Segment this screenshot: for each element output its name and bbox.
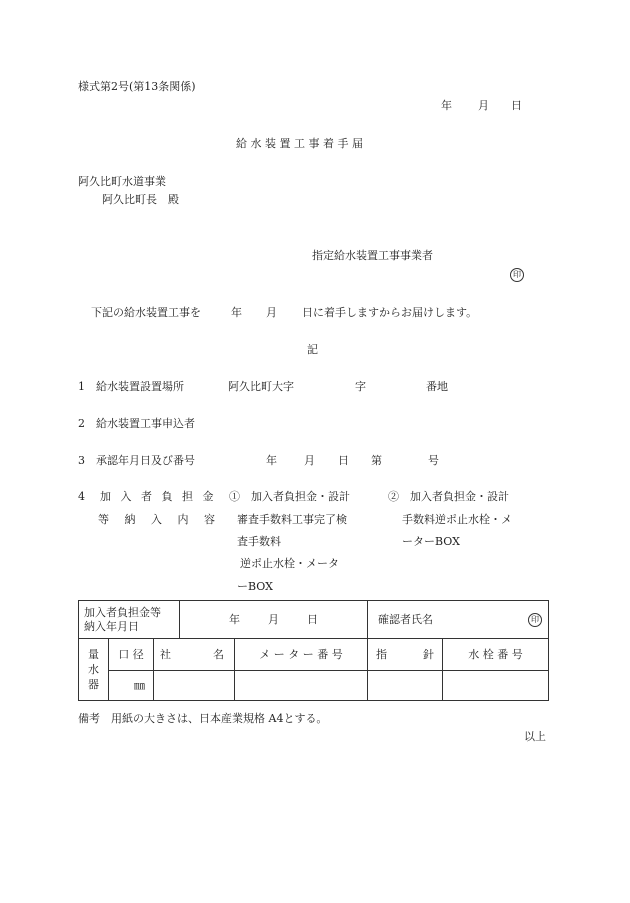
meter-value-row bbox=[79, 671, 549, 701]
ki-heading: 記 bbox=[307, 343, 318, 356]
col-meter-number-header: メ ー タ ー 番 号 bbox=[235, 639, 368, 671]
item3-label: 承認年月日及び番号 bbox=[96, 454, 195, 467]
date-month-label: 月 bbox=[478, 99, 489, 112]
item4-option1-line1: ① 加入者負担金・設計 bbox=[229, 490, 350, 503]
form-number: 様式第2号(第13条関係) bbox=[78, 80, 196, 93]
meter-header-row bbox=[79, 639, 549, 671]
footer-end: 以上 bbox=[524, 730, 546, 743]
footer-note: 備考 用紙の大きさは、日本産業規格 A4とする。 bbox=[78, 712, 328, 725]
item1-banchi: 番地 bbox=[426, 380, 448, 393]
col-diameter-header: 口 径 bbox=[109, 639, 154, 671]
statement-suffix: 日に着手しますからお届けします。 bbox=[302, 306, 478, 319]
statement-year: 年 bbox=[231, 306, 242, 319]
statement-month: 月 bbox=[266, 306, 277, 319]
addressee-organization: 阿久比町水道事業 bbox=[78, 175, 166, 188]
col-company-right: 名 bbox=[213, 648, 225, 661]
date-day-label: 日 bbox=[511, 99, 522, 112]
col-hydrant-number-header: 水 栓 番 号 bbox=[443, 639, 549, 671]
item4-option1-line3: 査手数料 bbox=[237, 535, 281, 548]
document-title: 給 水 装 置 工 事 着 手 届 bbox=[236, 137, 363, 150]
item4-label-line1: 加 入 者 負 担 金 bbox=[100, 490, 217, 503]
payment-date-cell bbox=[180, 601, 368, 639]
payment-label-line1: 加入者負担金等 bbox=[84, 605, 161, 619]
item3-month: 月 bbox=[304, 454, 315, 467]
addressee-recipient: 阿久比町長 殿 bbox=[102, 193, 179, 206]
payment-label-cell bbox=[79, 601, 180, 639]
col-reading-left: 指 bbox=[376, 648, 388, 661]
item4-option1-line4: 逆ポ止水栓・メータ bbox=[240, 557, 339, 570]
item3-number: 3 bbox=[78, 454, 85, 467]
item4-option2-line2: 手数料逆ポ止水栓・メ bbox=[402, 513, 512, 526]
col-company-header bbox=[154, 639, 235, 671]
payment-row bbox=[79, 601, 549, 639]
payment-date-year: 年 bbox=[229, 613, 241, 626]
meter-number-value-cell bbox=[235, 671, 368, 701]
diameter-value-cell bbox=[109, 671, 154, 701]
payment-label-line2: 納入年月日 bbox=[84, 619, 139, 633]
payment-date-month: 月 bbox=[268, 613, 280, 626]
item2-number: 2 bbox=[78, 417, 85, 430]
applicant-seal bbox=[510, 268, 524, 282]
meter-side-label bbox=[79, 639, 109, 701]
item3-day: 日 bbox=[338, 454, 349, 467]
item4-number: 4 bbox=[78, 490, 85, 503]
item3-dai: 第 bbox=[371, 454, 382, 467]
item2-label: 給水装置工事申込者 bbox=[96, 417, 195, 430]
meter-label-line2: 水 bbox=[88, 663, 99, 676]
hydrant-number-value-cell bbox=[443, 671, 549, 701]
confirmer-cell bbox=[368, 601, 549, 639]
item1-number: 1 bbox=[78, 380, 85, 393]
reading-value-cell bbox=[368, 671, 443, 701]
item1-town: 阿久比町大字 bbox=[228, 380, 294, 393]
item1-label: 給水装置設置場所 bbox=[96, 380, 184, 393]
item1-aza: 字 bbox=[355, 380, 366, 393]
item4-option1-line2: 審査手数料工事完了検 bbox=[237, 513, 347, 526]
payment-date-day: 日 bbox=[307, 613, 319, 626]
company-value-cell bbox=[154, 671, 235, 701]
item3-go: 号 bbox=[428, 454, 439, 467]
col-reading-right: 針 bbox=[423, 648, 435, 661]
date-year-label: 年 bbox=[441, 99, 452, 112]
item4-option2-line1: ② 加入者負担金・設計 bbox=[388, 490, 509, 503]
diameter-unit: ㎜ bbox=[134, 679, 145, 692]
seal-mark: 印 bbox=[510, 268, 524, 282]
meter-label-line1: 量 bbox=[88, 648, 99, 661]
confirmer-seal: 印 bbox=[528, 613, 542, 627]
confirmer-label: 確認者氏名 bbox=[378, 612, 434, 626]
payment-meter-table bbox=[78, 600, 549, 701]
col-company-left: 社 bbox=[160, 648, 171, 661]
item4-option2-line3: ーターBOX bbox=[402, 535, 460, 548]
item3-year: 年 bbox=[266, 454, 277, 467]
applicant-label: 指定給水装置工事事業者 bbox=[312, 249, 433, 262]
col-reading-header bbox=[368, 639, 443, 671]
meter-label-line3: 器 bbox=[88, 678, 99, 691]
statement-prefix: 下記の給水装置工事を bbox=[91, 306, 201, 319]
item4-option1-line5: ーBOX bbox=[237, 580, 273, 593]
item4-label-line2: 等 納 入 内 容 bbox=[98, 513, 221, 526]
